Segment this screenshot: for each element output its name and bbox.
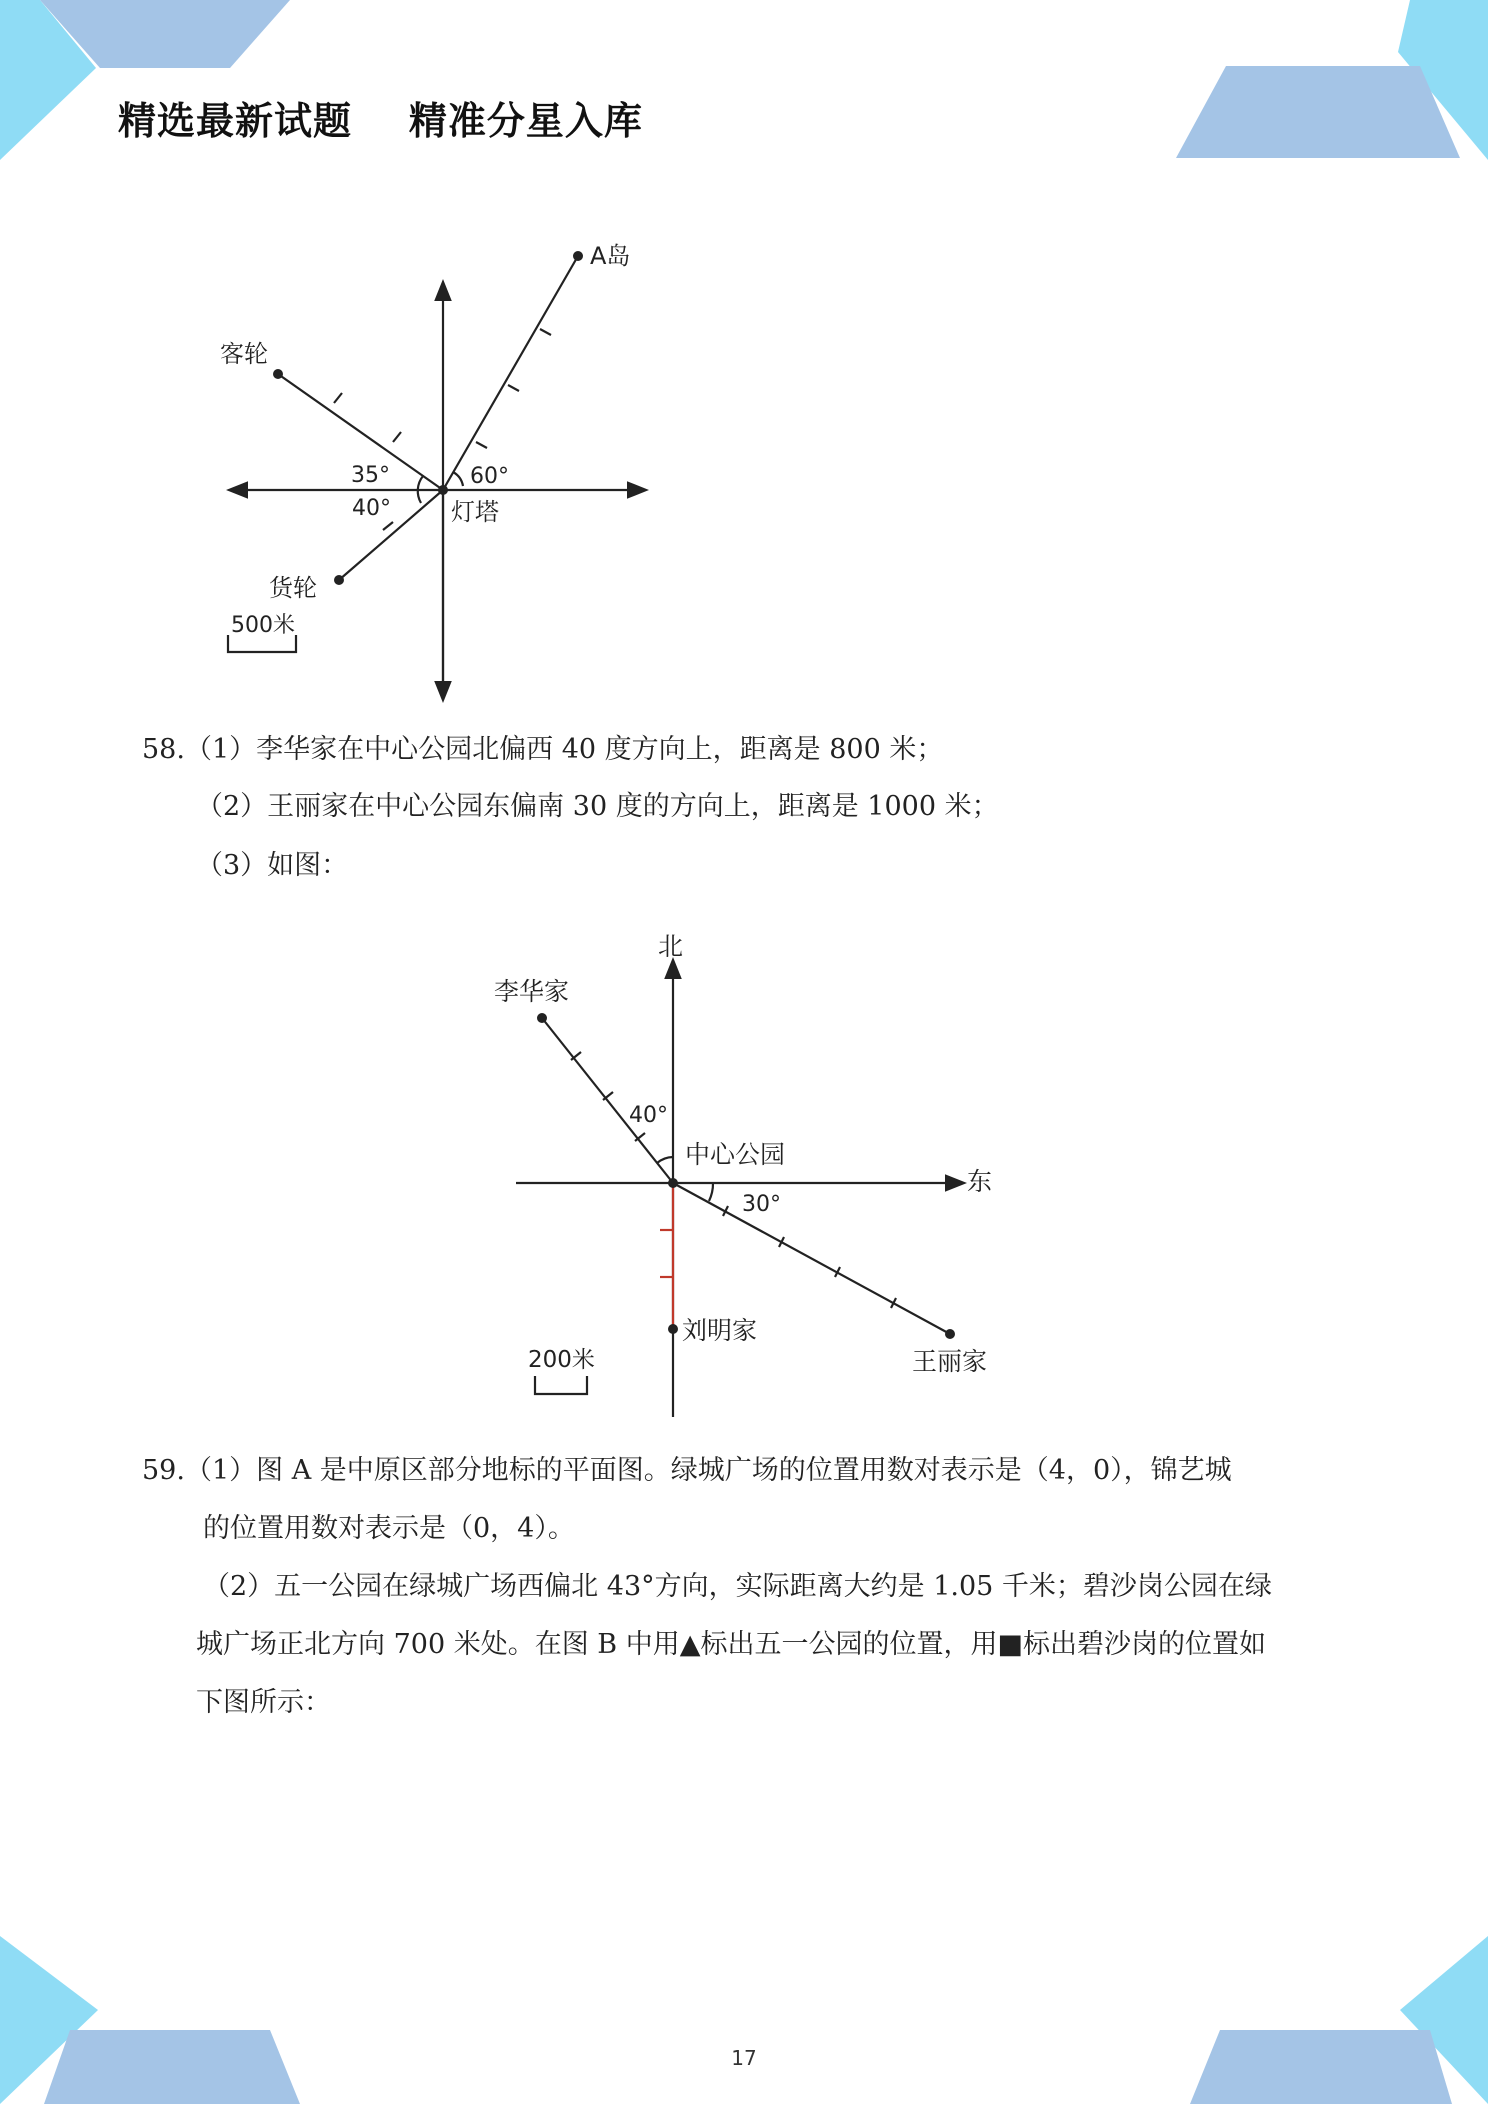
scale-label: 500米 [231, 613, 295, 638]
lighthouse-label: 灯塔 [451, 498, 499, 526]
angle-island: 60° [470, 464, 509, 489]
passenger-ship-label: 客轮 [220, 340, 268, 368]
q58-line1: 58.（1）李华家在中心公园北偏西 40 度方向上，距离是 800 米； [142, 734, 944, 765]
angle-passenger: 35° [351, 463, 390, 488]
lihua-home-label: 李华家 [494, 977, 570, 1006]
q59-line2: 的位置用数对表示是（0，4）。 [203, 1513, 575, 1544]
cargo-ship-label: 货轮 [269, 574, 317, 602]
center-park-label: 中心公园 [685, 1140, 786, 1169]
island-label: A岛 [590, 242, 631, 270]
angle-cargo: 40° [352, 496, 391, 521]
page-number: 17 [731, 2046, 757, 2070]
liuming-home-label: 刘明家 [682, 1316, 758, 1345]
q59-line1: 59.（1）图 A 是中原区部分地标的平面图。绿城广场的位置用数对表示是（4，0），锦艺城 [142, 1455, 1232, 1486]
angle-wangli: 30° [742, 1192, 781, 1217]
q58-line2: （2）王丽家在中心公园东偏南 30 度的方向上，距离是 1000 米； [196, 791, 999, 822]
q59-line5: 下图所示： [196, 1687, 331, 1718]
q59-line4: 城广场正北方向 700 米处。在图 B 中用▲标出五一公园的位置，用■标出碧沙岗的位置如 [196, 1629, 1266, 1660]
north-label: 北 [658, 932, 684, 961]
wangli-home-label: 王丽家 [912, 1347, 988, 1376]
q59-line3: （2）五一公园在绿城广场西偏北 43°方向，实际距离大约是 1.05 千米；碧沙岗公园在绿 [203, 1571, 1272, 1602]
q58-line3: （3）如图： [196, 850, 349, 881]
east-label: 东 [967, 1167, 993, 1196]
header-title: 精选最新试题 精准分星入库 [118, 99, 643, 143]
angle-lihua: 40° [629, 1103, 668, 1128]
scale-label-2: 200米 [528, 1347, 595, 1373]
